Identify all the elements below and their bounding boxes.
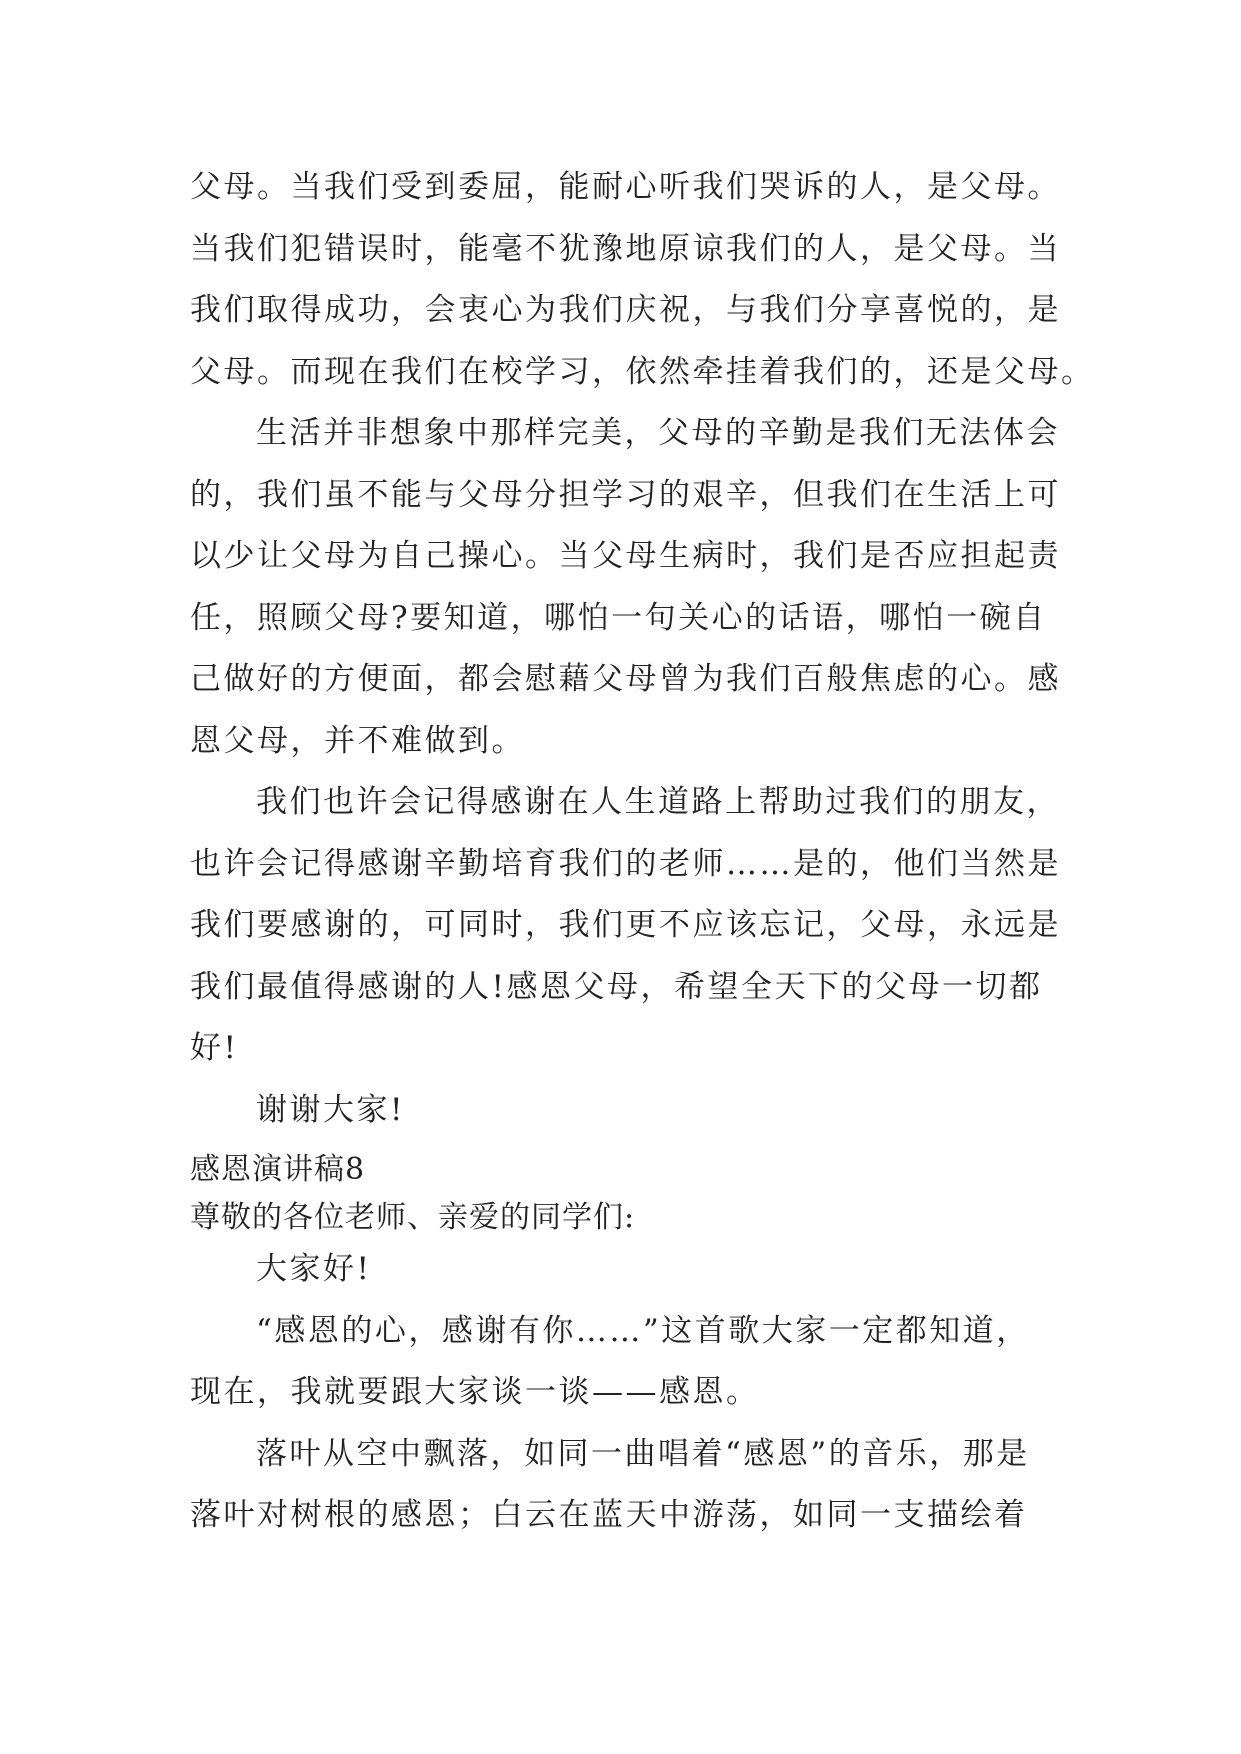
section-header (190, 1146, 1070, 1242)
text-line: 也许会记得感谢辛勤培育我们的老师……是的，他们当然是 (190, 845, 1061, 882)
paragraph-start-line: 落叶从空中飘落，如同一曲唱着“感恩”的音乐，那是 (256, 1435, 1030, 1472)
text-line: 的，我们虽不能与父母分担学习的艰辛，但我们在生活上可 (190, 476, 1061, 513)
speech-body-part-1 (190, 157, 1095, 1141)
paragraph-start-line: “感恩的心，感谢有你……”这首歌大家一定都知道， (256, 1312, 1030, 1349)
text-line: 我们最值得感谢的人!感恩父母，希望全天下的父母一切都 (190, 968, 1043, 1005)
text-line: 任，照顾父母?要知道，哪怕一句关心的话语，哪怕一碗自 (190, 599, 1047, 636)
salutation: 尊敬的各位老师、亲爱的同学们: (190, 1200, 636, 1235)
text-line: 父母。当我们受到委屈，能耐心听我们哭诉的人，是父母。 (190, 169, 1061, 205)
text-line: 己做好的方便面，都会慰藉父母曾为我们百般焦虑的心。感 (190, 661, 1061, 697)
text-line: 恩父母，并不难做到。 (190, 722, 525, 759)
closing-line: 谢谢大家! (256, 1091, 405, 1128)
text-line: 好! (190, 1030, 239, 1066)
greeting-line: 大家好! (256, 1251, 372, 1287)
text-line: 父母。而现在我们在校学习，依然牵挂着我们的，还是父母。 (190, 353, 1095, 390)
paragraph-start-line: 生活并非想象中那样完美，父母的辛勤是我们无法体会 (256, 415, 1060, 451)
text-line: 我们要感谢的，可同时，我们更不应该忘记，父母，永远是 (190, 907, 1061, 943)
speech-body-part-2 (190, 1239, 1070, 1547)
text-line: 以少让父母为自己操心。当父母生病时，我们是否应担起责 (190, 538, 1061, 574)
text-line: 现在，我就要跟大家谈一谈——感恩。 (190, 1374, 760, 1410)
text-line: 我们取得成功，会衷心为我们庆祝，与我们分享喜悦的，是 (190, 292, 1061, 328)
paragraph-start-line: 我们也许会记得感谢在人生道路上帮助过我们的朋友， (256, 784, 1060, 820)
text-line: 落叶对树根的感恩；白云在蓝天中游荡，如同一支描绘着 (190, 1497, 1028, 1533)
section-title: 感恩演讲稿8 (190, 1152, 366, 1187)
text-line: 当我们犯错误时，能毫不犹豫地原谅我们的人，是父母。当 (190, 230, 1061, 267)
